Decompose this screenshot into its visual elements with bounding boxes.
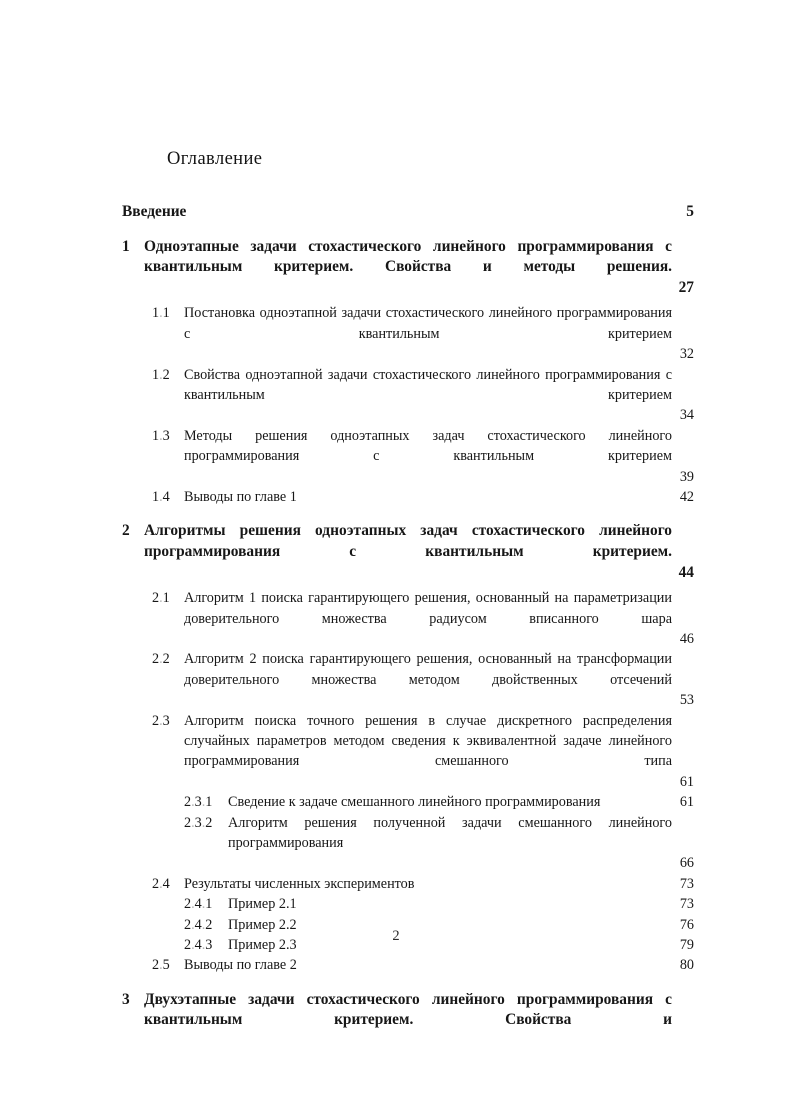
toc-entry-number: 1 [122, 237, 130, 255]
toc-entry-page-number: 80 [679, 957, 694, 974]
toc-entry-number: 1.2 [152, 366, 170, 383]
toc-entry-number: 2.4.2 [184, 916, 213, 933]
toc-entry-number: 1.3 [152, 427, 170, 444]
toc-entry-page-number: 73 [679, 896, 694, 913]
toc-entry-page-number: 73 [679, 875, 694, 892]
toc-entry-page-number: 53 [679, 692, 694, 709]
page-folio: 2 [392, 928, 400, 944]
toc-entry[interactable] [122, 303, 694, 364]
toc-entry-number: 2.4.3 [184, 937, 213, 954]
toc-entry-number: 1.4 [152, 488, 170, 505]
toc-entry-number: 2.4.1 [184, 896, 213, 913]
toc-entry[interactable] [122, 874, 694, 894]
toc-entry-title: Алгоритм решения полученной задачи смешанного линейного программирования [228, 814, 672, 851]
toc-entry-page-number: 61 [679, 773, 694, 790]
toc-entry-title: Одноэтапные задачи стохастического линейного программирования с квантильным критерием. Свойства и методы решения. [144, 237, 672, 276]
toc-entry-page-number: 39 [679, 468, 694, 485]
toc-entry-title: Алгоритмы решения одноэтапных задач стохастического линейного программирования с квантильным критерием. [144, 522, 672, 560]
toc-entry[interactable] [122, 202, 694, 223]
toc-entry-page-number: 79 [679, 937, 694, 954]
toc-entry-title: Алгоритм поиска точного решения в случае дискретного распределения случайных параметров методом сведения к эквивалентной задаче линейного программирования смешанного типа [184, 712, 672, 770]
toc-entry-page-number: 32 [679, 346, 694, 363]
toc-entry-title: Алгоритм 1 поиска гарантирующего решения, основанный на параметризации доверительного множества радиусом вписанного шара [184, 590, 672, 627]
toc-entry-title: Результаты численных экспериментов [184, 875, 415, 892]
toc-entry-page-number: 61 [679, 794, 694, 811]
toc-entry[interactable] [122, 711, 694, 793]
toc-entry-number: 2.5 [152, 957, 170, 974]
toc-entry-number: 2.2 [152, 651, 170, 668]
toc-entry-page-number: 5 [686, 203, 694, 220]
toc-entry-title: Выводы по главе 1 [184, 488, 297, 505]
toc-entry-title: Свойства одноэтапной задачи стохастического линейного программирования с квантильным критерием [184, 366, 672, 403]
toc-entry-title: Алгоритм 2 поиска гарантирующего решения, основанный на трансформации доверительного множества методом двойственных отсечений [184, 651, 672, 688]
toc-entry-number: 2.3 [152, 712, 170, 729]
toc-entry-page-number: 76 [679, 916, 694, 933]
toc-entry[interactable] [122, 521, 694, 583]
toc-entry-number: 2.1 [152, 590, 170, 607]
toc-entry-page-number: 44 [678, 563, 694, 581]
toc-entry-title: Пример 2.2 [228, 916, 297, 933]
page-title: Оглавление [167, 149, 263, 169]
toc-entry-page-number: 27 [678, 278, 694, 296]
toc-entry[interactable] [122, 894, 694, 914]
toc-entry-number: 2.3.2 [184, 814, 213, 831]
toc-entry-page-number: 42 [679, 488, 694, 505]
toc-entry-number: 2.3.1 [184, 794, 213, 811]
toc-entry-page-number: 46 [679, 630, 694, 647]
toc-entry-title: Постановка одноэтапной задачи стохастического линейного программирования с квантильным критерием [184, 305, 672, 342]
toc-entry-number: 1.1 [152, 305, 170, 322]
toc-entry-page-number: 34 [679, 407, 694, 424]
toc-entry[interactable] [122, 792, 694, 812]
toc-entry-title: Введение [122, 203, 187, 220]
toc-entry[interactable] [122, 990, 672, 1052]
toc-entry-number: 3 [122, 990, 130, 1008]
toc-entry[interactable] [122, 365, 694, 426]
toc-entry[interactable] [122, 955, 694, 975]
toc-entry-title: Методы решения одноэтапных задач стохастического линейного программирования с квантильным критерием [184, 427, 672, 465]
toc-entry[interactable] [122, 487, 694, 507]
toc-entry-title: Двухэтапные задачи стохастического линейного программирования с квантильным критерием. Свойства и [144, 990, 672, 1029]
toc-entry-title: Пример 2.3 [228, 937, 297, 954]
toc-entry-number: 2.4 [152, 875, 170, 892]
toc-entry-title: Сведение к задаче смешанного линейного программирования [228, 794, 601, 811]
toc-entry-page-number: 66 [679, 855, 694, 872]
toc-entry[interactable] [122, 588, 694, 649]
toc-entry-title: Выводы по главе 2 [184, 957, 297, 974]
toc-entry[interactable] [122, 237, 694, 299]
toc-entry[interactable] [122, 426, 694, 487]
toc-entry[interactable] [122, 649, 694, 710]
toc-entry[interactable] [122, 813, 694, 874]
toc-entry-number: 2 [122, 522, 130, 540]
toc-entry-title: Пример 2.1 [228, 896, 297, 913]
